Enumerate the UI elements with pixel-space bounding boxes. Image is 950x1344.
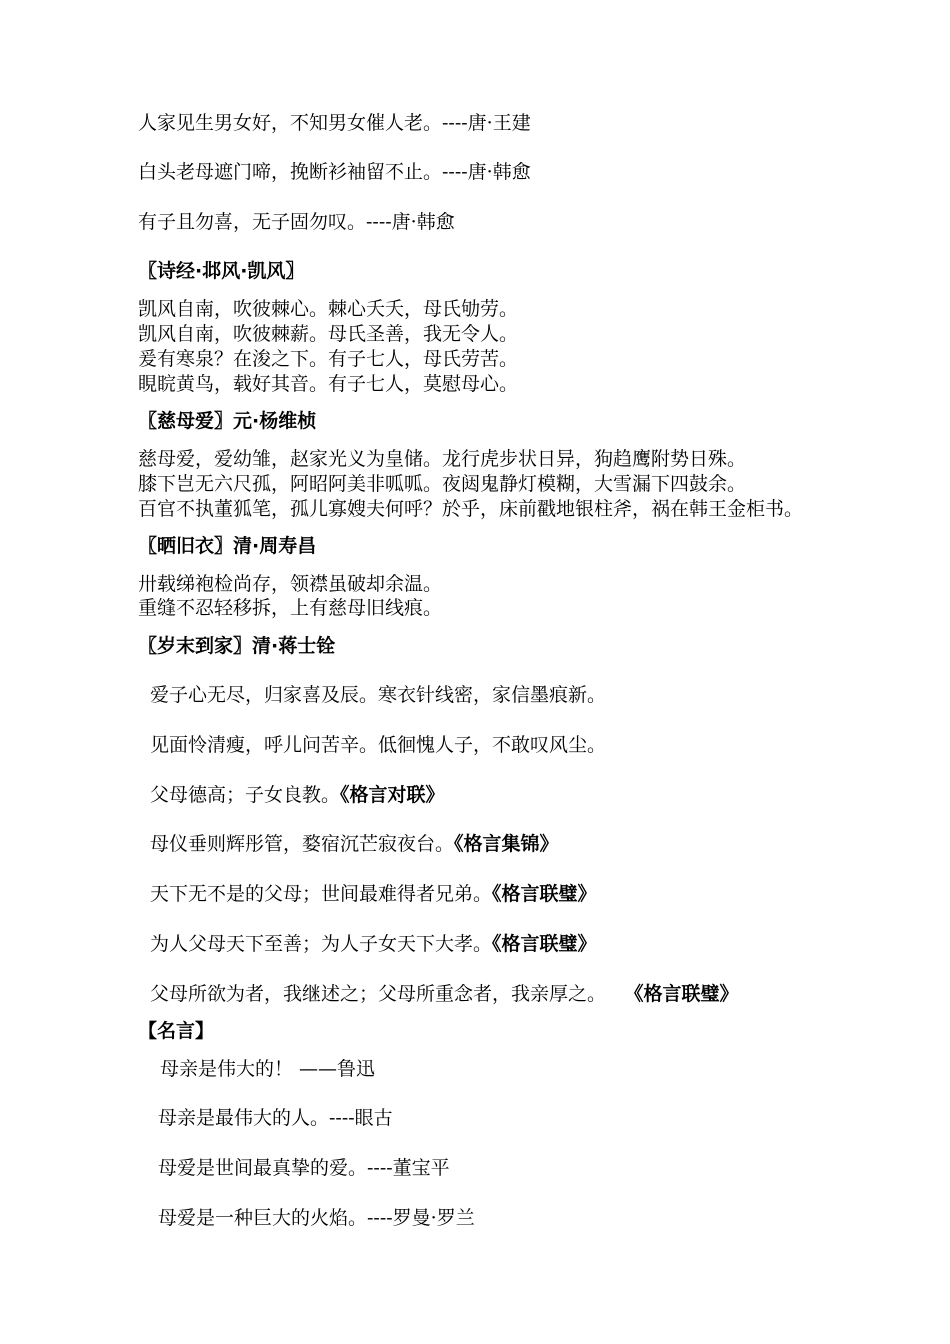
- maxim-source: 《格言对联》: [340, 784, 445, 806]
- poem-line: 爱子心无尽，归家喜及辰。寒衣针线密，家信墨痕新。: [150, 684, 607, 706]
- maxim-line: [150, 932, 597, 956]
- maxim-source: 《格言联璧》: [634, 983, 739, 1005]
- maxim-source: 《格言集锦》: [454, 833, 559, 855]
- poem-line: 见面怜清瘦，呼儿问苦辛。低徊愧人子，不敢叹风尘。: [150, 734, 607, 756]
- saying-line: 母爱是一种巨大的火焰。----罗曼·罗兰: [158, 1207, 475, 1229]
- poem-line: 睍睆黄鸟，载好其音。有子七人，莫慰母心。: [138, 373, 519, 395]
- maxim-source: 《格言联璧》: [492, 883, 597, 905]
- maxim-line: [150, 882, 597, 906]
- maxim-text: 为人父母天下至善；为人子女天下大孝。: [150, 933, 493, 955]
- poem-line: 百官不执董狐笔，孤儿寡嫂夫何呼？於乎，床前戳地银柱斧，祸在韩王金柜书。: [138, 498, 804, 520]
- poem-line: 爰有寒泉？在浚之下。有子七人，母氏劳苦。: [138, 348, 519, 370]
- quote-line: 人家见生男女好，不知男女催人老。----唐·王建: [138, 112, 531, 134]
- saying-line: 母亲是最伟大的人。----眼古: [158, 1107, 393, 1129]
- poem-title: 〖晒旧衣〗清·周寿昌: [138, 535, 317, 557]
- maxim-text: 父母德高；子女良教。: [150, 784, 341, 806]
- poem-line: 慈母爱，爱幼雏，赵家光义为皇储。龙行虎步状日异，狗趋鹰附势日殊。: [138, 448, 747, 470]
- saying-line: 母亲是伟大的！ ——鲁迅: [160, 1058, 376, 1080]
- poem-line: 凯风自南，吹彼棘薪。母氏圣善，我无令人。: [138, 323, 519, 345]
- maxim-text: 母仪垂则辉彤管，婺宿沉芒寂夜台。: [150, 833, 455, 855]
- maxim-line: [150, 832, 559, 856]
- saying-line: 母爱是世间最真挚的爱。----董宝平: [158, 1157, 450, 1179]
- maxim-line: [150, 783, 445, 807]
- poem-title: 〖诗经·邶风·凯风〗: [138, 260, 305, 282]
- poem-line: 重缝不忍轻移拆，上有慈母旧线痕。: [138, 597, 443, 619]
- poem-line: 凯风自南，吹彼棘心。棘心夭夭，母氏劬劳。: [138, 298, 519, 320]
- poem-title: 〖慈母爱〗元·杨维桢: [138, 410, 317, 432]
- maxim-source: 《格言联璧》: [492, 933, 597, 955]
- poem-line: 卅载绨袍检尚存，领襟虽破却余温。: [138, 573, 443, 595]
- quote-line: 有子且勿喜，无子固勿叹。----唐·韩愈: [138, 211, 455, 233]
- poem-line: 膝下岂无六尺孤，阿昭阿美非呱呱。夜闼鬼静灯模糊，大雪漏下四鼓余。: [138, 473, 747, 495]
- section-title: 【名言】: [138, 1020, 215, 1042]
- maxim-text: 父母所欲为者，我继述之；父母所重念者，我亲厚之。: [150, 983, 607, 1005]
- poem-title: 〖岁末到家〗清·蒋士铨: [138, 635, 336, 657]
- quote-line: 白头老母遮门啼，挽断衫袖留不止。----唐·韩愈: [138, 161, 531, 183]
- maxim-line: [150, 982, 739, 1006]
- maxim-text: 天下无不是的父母；世间最难得者兄弟。: [150, 883, 493, 905]
